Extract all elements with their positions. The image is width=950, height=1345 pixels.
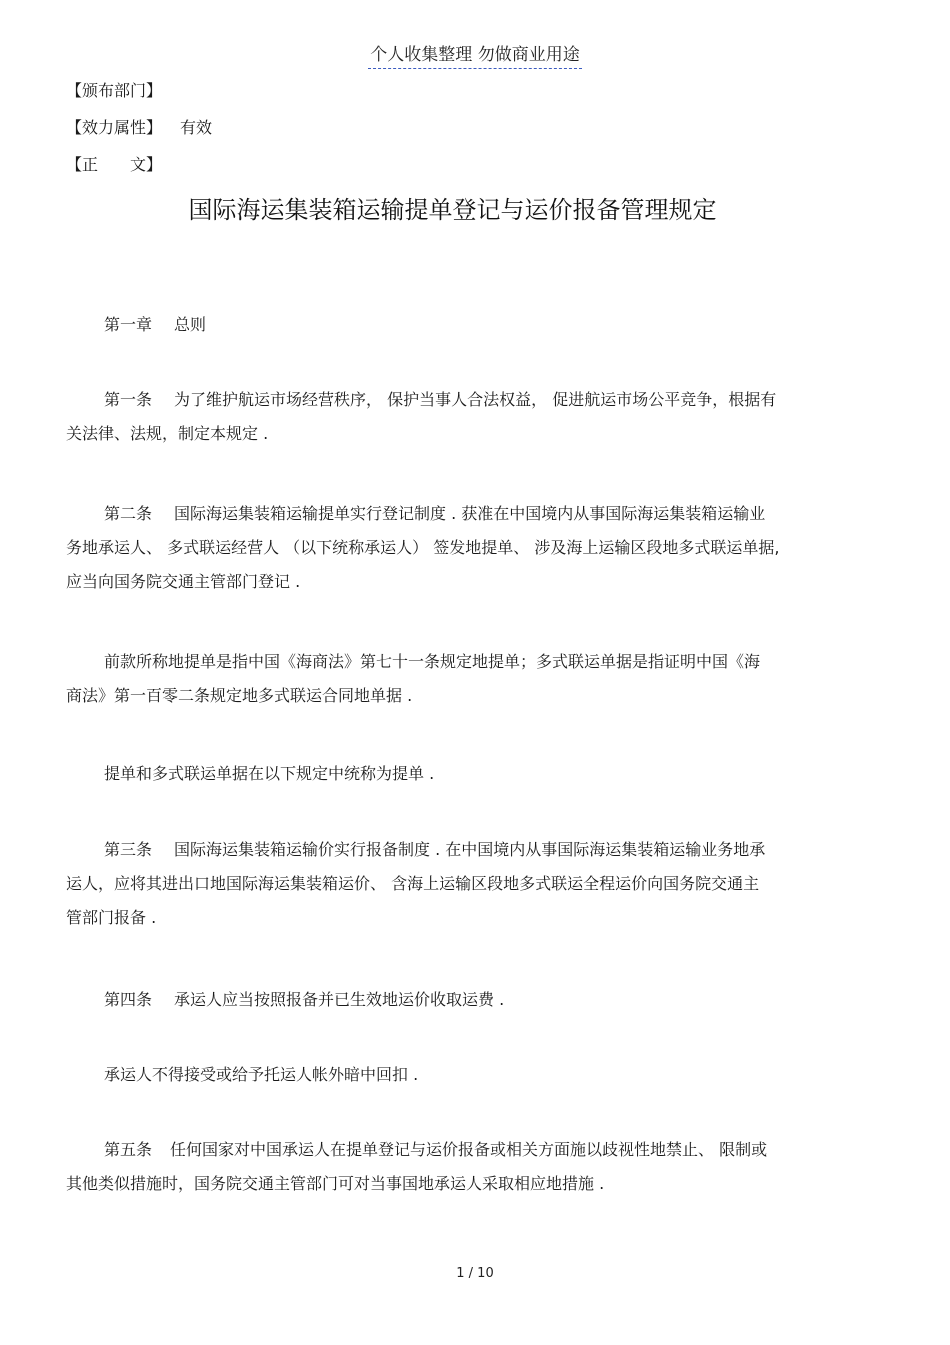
article-line: 国际海运集装箱运输提单实行登记制度 . 获准在中国境内从事国际海运集装箱运输业 (174, 504, 766, 523)
chapter-heading (66, 308, 886, 342)
article-line: 任何国家对中国承运人在提单登记与运价报备或相关方面施以歧视性地禁止、 限制或 (170, 1140, 768, 1159)
article-line: 关法律、法规，制定本规定 . (66, 424, 269, 443)
article-number: 第三条 (104, 840, 153, 859)
article-line: 国际海运集装箱运输价实行报备制度 . 在中国境内从事国际海运集装箱运输业务地承 (174, 840, 766, 859)
article-paragraph (66, 1058, 886, 1092)
article-line: 务地承运人、 多式联运经营人 （以下统称承运人） 签发地提单、 涉及海上运输区段地多式联运单据, (66, 538, 780, 557)
article-line: 前款所称地提单是指中国《海商法》第七十一条规定地提单；多式联运单据是指证明中国《海 (104, 652, 761, 671)
article-line: 管部门报备 . (66, 908, 157, 927)
body-row (66, 152, 162, 175)
article-paragraph (66, 1133, 896, 1201)
header-text: 个人收集整理 勿做商业用途 (368, 40, 581, 69)
article-line: 运人，应将其进出口地国际海运集装箱运价、 含海上运输区段地多式联运全程运价向国务院交通主 (66, 874, 760, 893)
article-line: 其他类似措施时，国务院交通主管部门可对当事国地承运人采取相应地措施 . (66, 1174, 605, 1193)
article-line: 为了维护航运市场经营秩序， 保护当事人合法权益， 促进航运市场公平竞争，根据有 (174, 390, 777, 409)
validity-row (66, 115, 212, 138)
article-number: 第二条 (104, 504, 153, 523)
article-paragraph (66, 645, 886, 713)
article-line: 提单和多式联运单据在以下规定中统称为提单 . (104, 764, 435, 783)
article-number: 第四条 (104, 990, 153, 1009)
article-paragraph (66, 983, 886, 1017)
chapter-number: 第一章 (104, 315, 153, 334)
article-paragraph (66, 757, 886, 791)
validity-label: 【效力属性】 (66, 118, 163, 137)
article-line: 承运人不得接受或给予托运人帐外暗中回扣 . (104, 1065, 419, 1084)
issuer-label: 【颁布部门】 (66, 81, 163, 100)
article-line: 应当向国务院交通主管部门登记 . (66, 572, 301, 591)
article-number: 第五条 (104, 1140, 153, 1159)
page-number: 1 / 10 (456, 1266, 494, 1281)
chapter-name: 总则 (174, 315, 207, 334)
document-title: 国际海运集装箱运输提单登记与运价报备管理规定 (188, 196, 717, 224)
validity-value: 有效 (180, 118, 213, 137)
article-paragraph (66, 497, 886, 599)
issuer-row (66, 78, 162, 101)
article-number: 第一条 (104, 390, 153, 409)
article-line: 商法》第一百零二条规定地多式联运合同地单据 . (66, 686, 413, 705)
article-line: 承运人应当按照报备并已生效地运价收取运费 . (174, 990, 505, 1009)
body-label: 【正 文】 (66, 155, 163, 174)
article-paragraph (66, 833, 886, 935)
article-paragraph (66, 383, 886, 451)
page-header (0, 40, 950, 69)
